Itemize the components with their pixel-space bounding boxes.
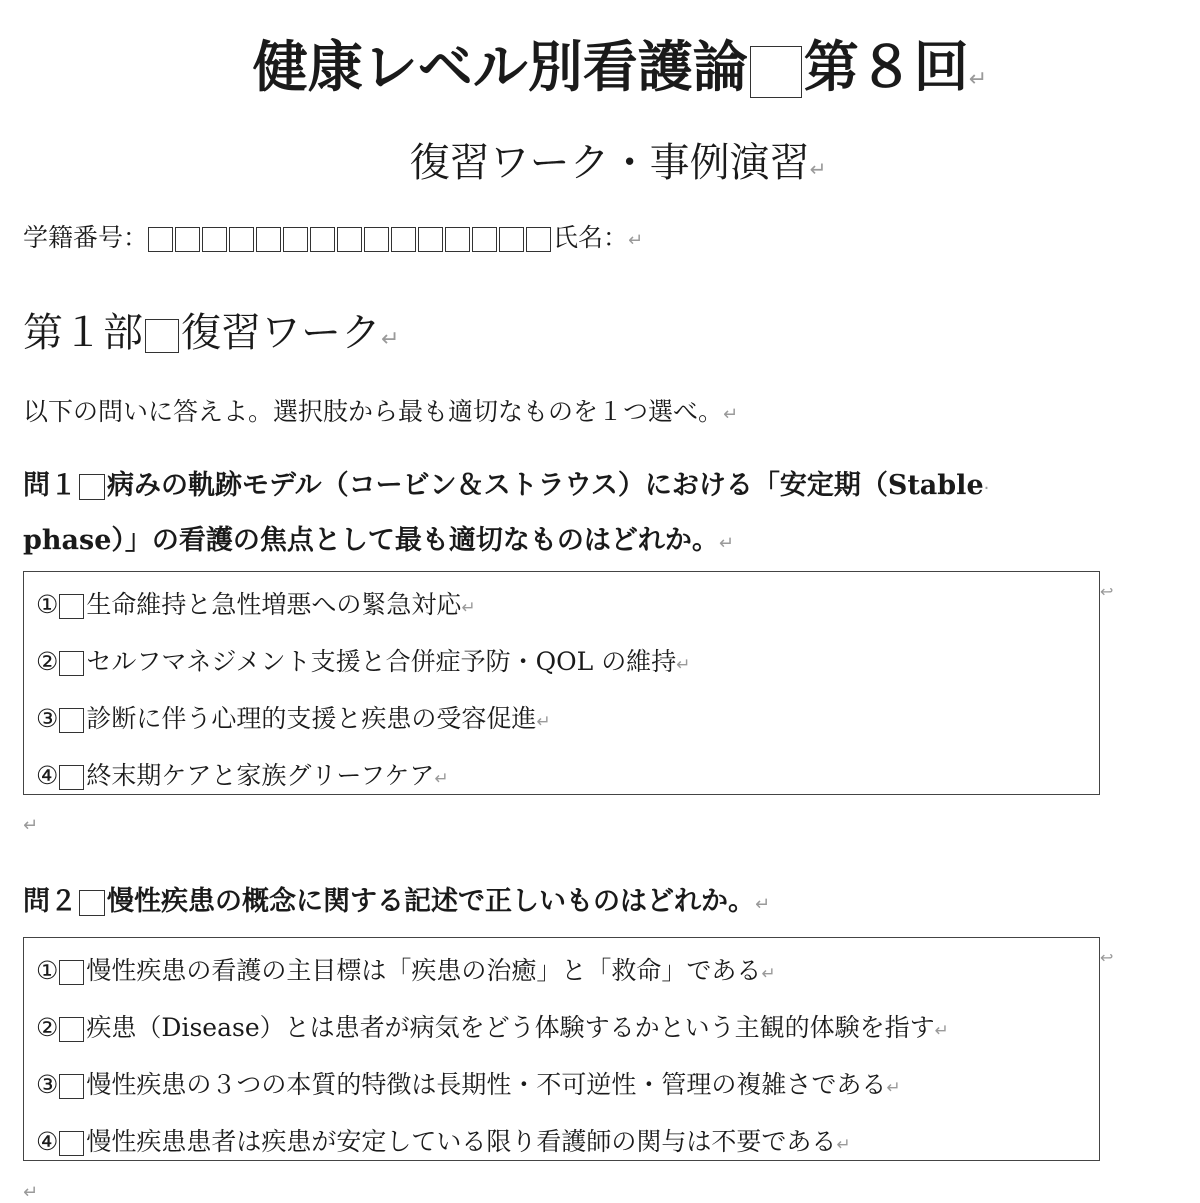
option-text: 慢性疾患の看護の主目標は「疾患の治癒」と「救命」である [86, 956, 762, 985]
page-subtitle [0, 135, 1200, 197]
fullwidth-space-marker [59, 765, 84, 790]
option-row [36, 692, 1099, 749]
student-id-box [202, 227, 227, 252]
option-text: 診断に伴う心理的支援と疾患の受容促進 [86, 704, 537, 733]
empty-paragraph-mark: ↵ [23, 1182, 39, 1203]
student-id-boxes [148, 223, 553, 252]
question-2 [23, 876, 1073, 931]
student-id-box [283, 227, 308, 252]
option-number: ③ [36, 1070, 59, 1099]
fullwidth-space-marker [59, 960, 84, 985]
option-number: ④ [36, 761, 59, 790]
paragraph-mark: ↵ [676, 655, 691, 675]
student-name-label: 氏名： [553, 223, 629, 252]
title-session: 第８回 [803, 34, 969, 99]
student-id-box [499, 227, 524, 252]
paragraph-mark: ↵ [934, 1021, 949, 1041]
empty-paragraph-mark: ↵ [23, 815, 39, 836]
option-text: 終末期ケアと家族グリーフケア [86, 761, 435, 790]
student-id-label: 学籍番号： [23, 223, 149, 252]
option-text: セルフマネジメント支援と合併症予防・QOL の維持 [86, 647, 677, 676]
paragraph-mark: ↵ [461, 598, 476, 618]
paragraph-mark: ↵ [809, 157, 827, 181]
option-row [36, 944, 1099, 1001]
question-1-line1 [23, 460, 1073, 515]
option-number: ① [36, 590, 59, 619]
option-row [36, 1115, 1099, 1172]
question-text-line1: 病みの軌跡モデル（コービン＆ストラウス）における「安定期（Stable [107, 470, 984, 501]
fullwidth-space-marker [79, 890, 105, 916]
option-text: 慢性疾患の３つの本質的特徴は長期性・不可逆性・管理の複雑さである [86, 1070, 887, 1099]
question-1-line2 [23, 515, 1073, 570]
question-number: 問１ [23, 470, 77, 501]
fullwidth-space-marker [79, 474, 105, 500]
student-id-box [310, 227, 335, 252]
student-id-box [364, 227, 389, 252]
option-row [36, 749, 1099, 806]
part1-heading-number: 第１部 [23, 310, 143, 356]
student-id-box [418, 227, 443, 252]
paragraph-mark: ↵ [381, 327, 400, 352]
instruction-text: 以下の問いに答えよ。選択肢から最も適切なものを１つ選べ。 [23, 397, 724, 426]
part1-heading [23, 305, 399, 368]
option-row [36, 578, 1099, 635]
student-id-box [229, 227, 254, 252]
subtitle-text: 復習ワーク・事例演習 [409, 140, 810, 186]
paragraph-mark: ↵ [628, 230, 644, 251]
question-1-options-box [23, 571, 1100, 795]
fullwidth-space-marker [59, 594, 84, 619]
student-id-box [175, 227, 200, 252]
paragraph-mark: ↵ [755, 894, 771, 915]
paragraph-mark: ↵ [536, 712, 551, 732]
option-number: ③ [36, 704, 59, 733]
question-text: 慢性疾患の概念に関する記述で正しいものはどれか。 [107, 886, 755, 917]
fullwidth-space-marker [59, 651, 84, 676]
student-id-box [472, 227, 497, 252]
fullwidth-space-marker [59, 1074, 84, 1099]
student-id-box [391, 227, 416, 252]
option-row [36, 1001, 1099, 1058]
option-text: 疾患（Disease）とは患者が病気をどう体験するかという主観的体験を指す [86, 1013, 935, 1042]
fullwidth-space-marker [59, 1017, 84, 1042]
paragraph-mark: ↵ [886, 1078, 901, 1098]
cell-end-mark: ↩ [1100, 948, 1114, 967]
option-text: 慢性疾患患者は疾患が安定している限り看護師の関与は不要である [86, 1127, 837, 1156]
student-id-box [337, 227, 362, 252]
paragraph-mark: ↵ [723, 404, 739, 425]
option-number: ② [36, 1013, 59, 1042]
student-id-box [256, 227, 281, 252]
page-title [0, 32, 1200, 115]
part1-heading-text: 復習ワーク [181, 310, 381, 356]
student-id-box [526, 227, 551, 252]
paragraph-mark: ↵ [718, 533, 734, 554]
fullwidth-space-marker [59, 1131, 84, 1156]
option-row [36, 635, 1099, 692]
question-text-line2: phase）」の看護の焦点として最も適切なものはどれか。 [23, 525, 719, 556]
paragraph-mark: ↵ [968, 67, 988, 92]
option-text: 生命維持と急性増悪への緊急対応 [86, 590, 462, 619]
option-row [36, 1058, 1099, 1115]
question-1 [23, 460, 1073, 570]
paragraph-mark: ↵ [836, 1135, 851, 1155]
cell-end-mark: ↩ [1100, 582, 1114, 601]
question-number: 問２ [23, 886, 77, 917]
student-info-line [23, 218, 643, 261]
student-id-box [445, 227, 470, 252]
option-number: ② [36, 647, 59, 676]
paragraph-mark: ↵ [761, 964, 776, 984]
paragraph-mark: ↵ [434, 769, 449, 789]
fullwidth-space-marker [750, 46, 802, 98]
part1-instruction [23, 392, 738, 435]
option-number: ① [36, 956, 59, 985]
fullwidth-space-marker [145, 319, 179, 353]
fullwidth-space-marker [59, 708, 84, 733]
question-2-options-box [23, 937, 1100, 1161]
student-id-box [148, 227, 173, 252]
line-break-mark: · [983, 478, 990, 499]
title-text: 健康レベル別看護論 [252, 34, 748, 99]
option-number: ④ [36, 1127, 59, 1156]
